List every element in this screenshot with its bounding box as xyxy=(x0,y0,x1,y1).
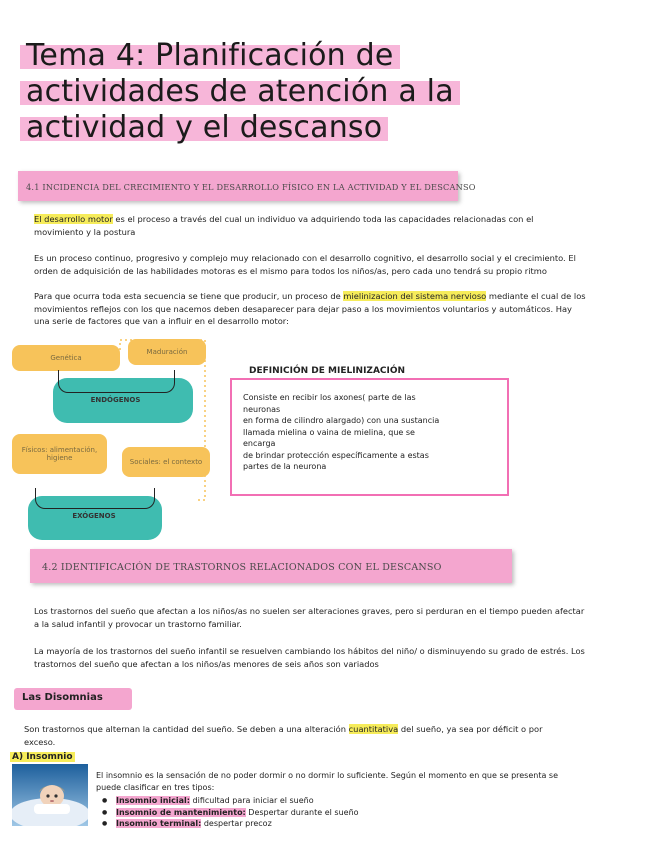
sleeping-child-image xyxy=(12,764,88,826)
label-endogenos: ENDÓGENOS xyxy=(90,396,141,404)
highlight-cuantitativa: cuantitativa xyxy=(348,724,399,734)
definition-line: partes de la neurona xyxy=(243,462,327,471)
insomnio-type-term: Insomnio terminal: xyxy=(116,819,202,828)
insomnio-heading: A) Insomnio xyxy=(12,752,73,762)
insomnio-type-term: Insomnio de mantenimiento: xyxy=(116,807,246,817)
para1-line2: movimiento y la postura xyxy=(34,226,136,237)
definition-text xyxy=(243,392,493,473)
highlight-desarrollo-motor: El desarrollo motor xyxy=(34,214,113,224)
para3-line3: una serie de factores que van a influir en el desarrollo motor: xyxy=(34,316,289,326)
factor-sociales: Sociales: el contexto xyxy=(122,447,210,477)
paragraph-proceso-continuo xyxy=(34,252,654,277)
disomnias-line2: exceso. xyxy=(24,736,56,747)
insomnio-line1: El insomnio es la sensación de no poder dormir o no dormir lo suficiente. Según el momento en que se presenta se xyxy=(96,771,559,780)
para4-line1: Los trastornos del sueño que afectan a los niños/as no suelen ser alteraciones graves, pero si perduran en el tiempo pueden afectar xyxy=(34,606,585,616)
factor-maduracion: Maduración xyxy=(128,339,206,365)
factor-genetica: Genética xyxy=(12,345,120,371)
paragraph-mielinizacion xyxy=(34,290,654,328)
factor-fisicos: Físicos: alimentación, higiene xyxy=(12,434,107,474)
para1-text: es el proceso a través del cual un individuo va adquiriendo toda las capacidades relacionadas con el xyxy=(112,214,534,224)
paragraph-mayoria xyxy=(34,645,654,670)
disomnias-post: del sueño, ya sea por déficit o por xyxy=(398,724,543,734)
brace-exogenos xyxy=(35,488,155,509)
insomnio-type-term: Insomnio inicial: xyxy=(116,796,190,805)
disomnias-pre: Son trastornos que alternan la cantidad del sueño. Se deben a una alteración xyxy=(24,724,349,734)
para3-pre: Para que ocurra toda esta secuencia se tiene que producir, un proceso de xyxy=(34,291,344,301)
section-heading-4-2: 4.2 IDENTIFICACIÓN DE TRASTORNOS RELACIONADOS CON EL DESCANSO xyxy=(42,562,442,573)
insomnio-type-desc: despertar precoz xyxy=(201,819,272,828)
para2-line2: orden de adquisición de las habilidades motoras es el mismo para todos los niños/as, pero cada uno tendrá su propio ritmo xyxy=(34,265,547,276)
title-line-2: actividades de atención a la xyxy=(20,74,460,109)
para4-line2: a la salud infantil y provocar un trastorno familiar. xyxy=(34,618,242,629)
para2-line1: Es un proceso continuo, progresivo y complejo muy relacionado con el desarrollo cognitivo, el desarrollo social y el crecimiento. El xyxy=(34,253,576,263)
disomnias-heading: Las Disomnias xyxy=(22,692,103,703)
insomnio-type-desc: dificultad para iniciar el sueño xyxy=(190,796,314,805)
brace-endogenos xyxy=(58,370,175,393)
section-heading-4-1: 4.1 INCIDENCIA DEL CRECIMIENTO Y EL DESARROLLO FÍSICO EN LA ACTIVIDAD Y EL DESCANSO xyxy=(26,182,476,192)
label-exogenos: EXÓGENOS xyxy=(72,512,116,520)
paragraph-insomnio xyxy=(96,770,646,793)
definition-line: encarga xyxy=(243,439,276,448)
insomnio-types-list xyxy=(102,795,602,830)
list-item xyxy=(102,807,602,819)
insomnio-line2: puede clasificar en tres tipos: xyxy=(96,782,215,792)
definition-line: en forma de cilindro alargado) con una sustancia xyxy=(243,416,440,425)
title-line-1: Tema 4: Planificación de xyxy=(20,38,400,73)
highlight-mielinizacion: mielinizacion del sistema nervioso xyxy=(343,291,487,301)
title-line-3: actividad y el descanso xyxy=(20,110,388,145)
definition-line: neuronas xyxy=(243,404,281,414)
definition-line: llamada mielina o vaina de mielina, que se xyxy=(243,427,415,437)
list-item xyxy=(102,818,602,830)
para3-line2: movimientos reflejos con los que nacemos deben desaparecer para dejar paso a los movimientos voluntarios y automáticos. Hay xyxy=(34,303,572,314)
definition-line: de brindar protección específicamente a estas xyxy=(243,450,429,460)
paragraph-desarrollo-motor xyxy=(34,213,634,238)
list-item xyxy=(102,795,602,807)
definition-heading: DEFINICIÓN DE MIELINIZACIÓN xyxy=(246,366,408,376)
definition-line: Consiste en recibir los axones( parte de las xyxy=(243,393,416,402)
page-title xyxy=(20,38,620,146)
para5-line2: trastornos del sueño que afectan a los niños/as menores de seis años son variados xyxy=(34,658,379,669)
insomnio-type-desc: Despertar durante el sueño xyxy=(245,807,359,817)
paragraph-trastornos xyxy=(34,605,654,630)
paragraph-disomnias xyxy=(24,723,644,748)
para5-line1: La mayoría de los trastornos del sueño infantil se resuelven cambiando los hábitos del niño/ o disminuyendo su grado de estrés. Los xyxy=(34,646,585,656)
para3-post: mediante el cual de los xyxy=(486,291,586,301)
